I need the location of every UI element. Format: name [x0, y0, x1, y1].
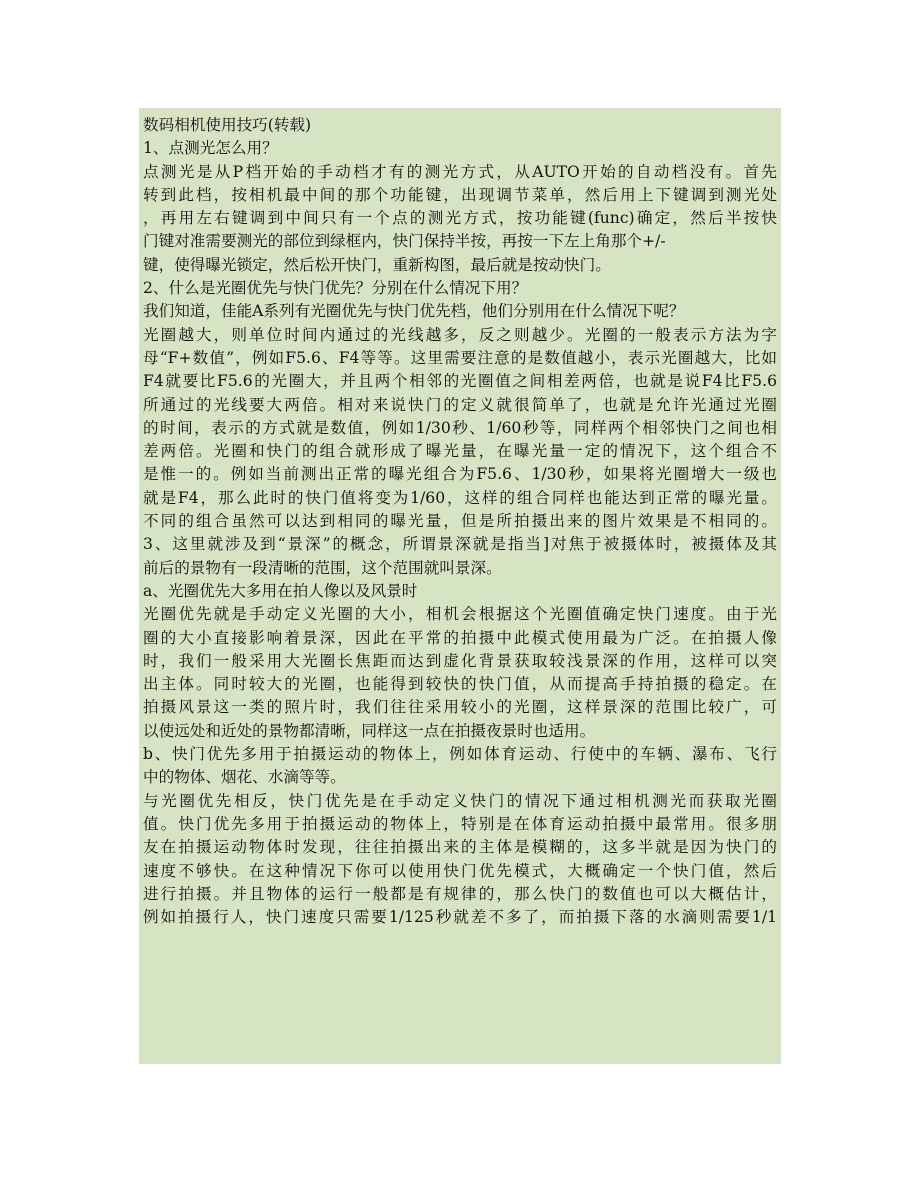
text-line: 光圈优先就是手动定义光圈的大小，相机会根据这个光圈值确定快门速度。由于光 — [143, 605, 777, 624]
text-line: 转到此档，按相机最中间的那个功能键，出现调节菜单，然后用上下键调到测光处 — [143, 185, 777, 204]
text-line: 1、点测光怎么用？ — [143, 139, 278, 158]
text-line: 与光圈优先相反，快门优先是在手动定义快门的情况下通过相机测光而获取光圈 — [143, 791, 777, 810]
text-line: 以使远处和近处的景物都清晰，同样这一点在拍摄夜景时也适用。 — [143, 721, 596, 740]
text-line: 不同的组合虽然可以达到相同的曝光量，但是所拍摄出来的图片效果是不相同的。 — [143, 512, 777, 531]
text-line: 前后的景物有一段清晰的范围，这个范围就叫景深。 — [143, 558, 502, 577]
text-line: b、快门优先多用于拍摄运动的物体上，例如体育运动、行使中的车辆、瀑布、飞行 — [143, 745, 777, 764]
text-line: 门键对准需要测光的部位到绿框内，快门保持半按，再按一下左上角那个+/- — [143, 232, 666, 251]
text-line: 2、什么是光圈优先与快门优先？分别在什么情况下用？ — [143, 279, 528, 298]
text-line: 就是F4，那么此时的快门值将变为1/60，这样的组合同样也能达到正常的曝光量。 — [143, 488, 777, 507]
text-line: F4就要比F5.6的光圈大，并且两个相邻的光圈值之间相差两倍，也就是说F4比F5.6 — [143, 372, 777, 391]
document-title: 数码相机使用技巧(转载) — [143, 116, 312, 134]
text-line: 我们知道，佳能A系列有光圈优先与快门优先档，他们分别用在什么情况下呢？ — [143, 302, 685, 321]
text-line: 点测光是从P档开始的手动档才有的测光方式，从AUTO开始的自动档没有。首先 — [143, 162, 777, 181]
text-line: 值。快门优先多用于拍摄运动的物体上，特别是在体育运动拍摄中最常用。很多朋 — [143, 814, 777, 833]
text-line: a、光圈优先大多用在拍人像以及风景时 — [143, 581, 418, 600]
text-line: 速度不够快。在这种情况下你可以使用快门优先模式，大概确定一个快门值，然后 — [143, 861, 777, 880]
text-line: 3、这里就涉及到“景深”的概念，所谓景深就是指当]对焦于被摄体时，被摄体及其 — [143, 535, 777, 554]
text-line: 的时间，表示的方式就是数值，例如1/30秒、1/60秒等，同样两个相邻快门之间也相 — [143, 418, 777, 437]
text-line: 拍摄风景这一类的照片时，我们往往采用较小的光圈，这样景深的范围比较广，可 — [143, 698, 777, 717]
text-line: 出主体。同时较大的光圈，也能得到较快的快门值，从而提高手持拍摄的稳定。在 — [143, 675, 777, 694]
text-line: 进行拍摄。并且物体的运行一般都是有规律的，那么快门的数值也可以大概估计， — [143, 884, 777, 903]
text-line: 是惟一的。例如当前测出正常的曝光组合为F5.6、1/30秒，如果将光圈增大一级也 — [143, 465, 777, 484]
text-line: 中的物体、烟花、水滴等等。 — [143, 768, 346, 787]
text-line: 例如拍摄行人，快门速度只需要1/125秒就差不多了，而拍摄下落的水滴则需要1/1 — [143, 908, 777, 927]
text-line: 差两倍。光圈和快门的组合就形成了曝光量，在曝光量一定的情况下，这个组合不 — [143, 442, 777, 461]
highlighted-text-block — [139, 108, 781, 1064]
text-line: 键，使得曝光锁定，然后松开快门，重新构图，最后就是按动快门。 — [143, 255, 611, 274]
text-line: 所通过的光线要大两倍。相对来说快门的定义就很简单了，也就是允许光通过光圈 — [143, 395, 777, 414]
text-line: 圈的大小直接影响着景深，因此在平常的拍摄中此模式使用最为广泛。在拍摄人像 — [143, 628, 777, 647]
text-line: 光圈越大，则单位时间内通过的光线越多，反之则越少。光圈的一般表示方法为字 — [143, 325, 777, 344]
text-line: 友在拍摄运动物体时发现，往往拍摄出来的主体是模糊的，这多半就是因为快门的 — [143, 838, 777, 857]
text-line: 母“F+数值”，例如F5.6、F4等等。这里需要注意的是数值越小，表示光圈越大，比如 — [143, 348, 777, 367]
text-line: 时，我们一般采用大光圈长焦距而达到虚化背景获取较浅景深的作用，这样可以突 — [143, 651, 777, 670]
text-line: ，再用左右键调到中间只有一个点的测光方式，按功能键(func)确定，然后半按快 — [143, 209, 777, 228]
